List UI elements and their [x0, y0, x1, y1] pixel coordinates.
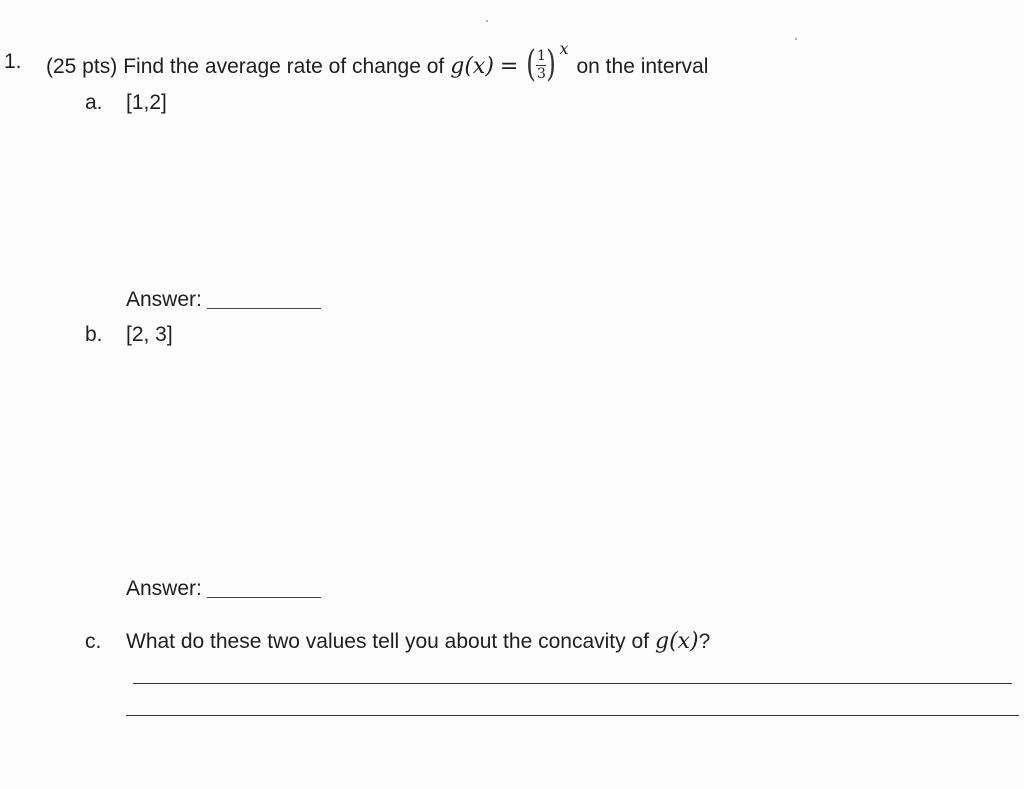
- part-c-question-mark: ?: [698, 630, 711, 653]
- part-c-function: g(x): [654, 629, 699, 654]
- fraction: [536, 49, 546, 82]
- part-a-interval: [1,2]: [126, 91, 167, 114]
- part-c-answer-line-2[interactable]: [126, 715, 1019, 716]
- part-a-label: a.: [85, 91, 103, 114]
- right-paren: ): [546, 44, 557, 85]
- part-c-answer-line-1[interactable]: [133, 683, 1012, 684]
- part-b-label: b.: [85, 323, 103, 346]
- part-a-answer-blank[interactable]: [207, 308, 321, 309]
- question-number: 1.: [4, 50, 22, 73]
- fraction-denominator: 3: [536, 65, 546, 82]
- question-text-end: on the interval: [576, 55, 709, 78]
- part-b-interval: [2, 3]: [126, 323, 173, 346]
- scan-speck: [795, 38, 797, 40]
- equals-sign: =: [499, 54, 519, 79]
- function-base: [524, 39, 569, 85]
- part-c-text: What do these two values tell you about the concavity of: [126, 630, 649, 653]
- function-exponent: x: [559, 39, 569, 58]
- part-b-answer-label: Answer:: [126, 577, 202, 600]
- part-c-question: [126, 629, 710, 655]
- fraction-numerator: 1: [536, 47, 546, 64]
- question-prompt: [46, 39, 709, 85]
- scan-speck: [486, 20, 488, 22]
- question-text: Find the average rate of change of: [123, 55, 445, 78]
- left-paren: (: [526, 44, 537, 85]
- part-a-answer-label: Answer:: [126, 288, 202, 311]
- question-points: (25 pts): [46, 55, 118, 78]
- function-lhs: g(x): [450, 54, 494, 79]
- part-b-answer-blank[interactable]: [207, 597, 321, 598]
- part-c-label: c.: [85, 630, 102, 653]
